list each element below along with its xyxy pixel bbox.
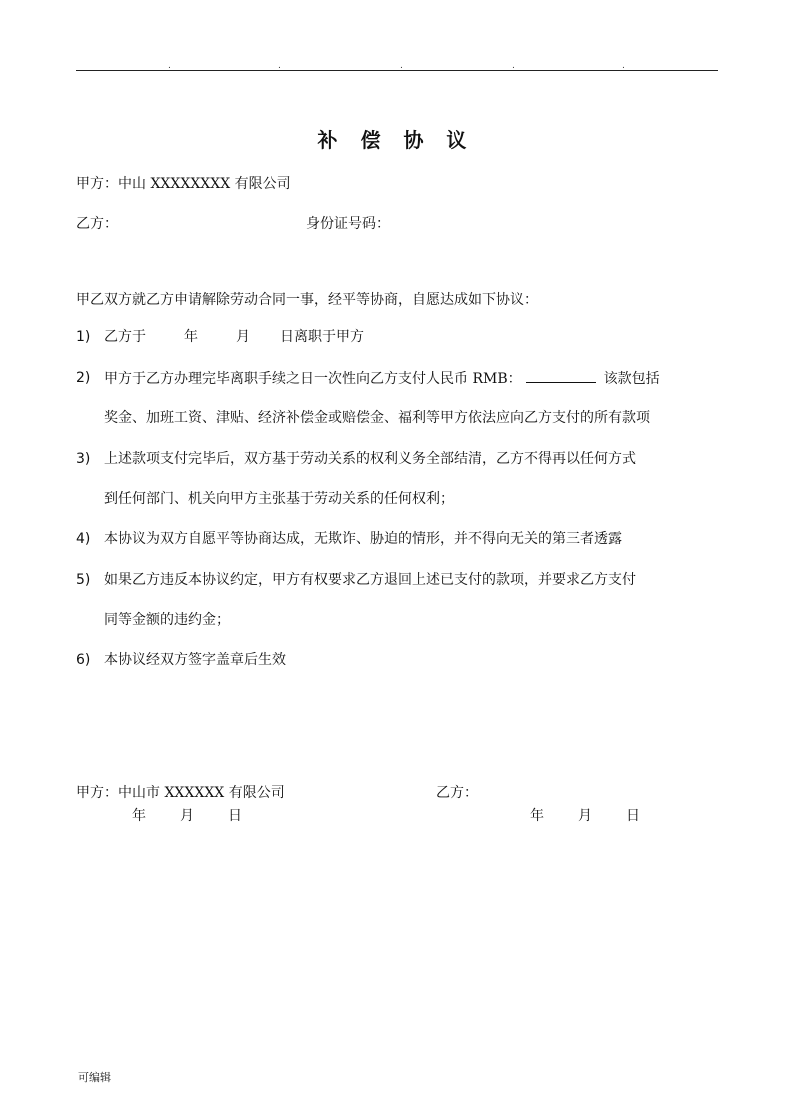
amount-blank	[526, 368, 596, 383]
date-month: 月	[180, 808, 194, 824]
item-1-part: 乙方于	[104, 329, 146, 345]
signature-party-b: 乙方：	[436, 785, 478, 801]
item-2-line-2: 奖金、加班工资、津贴、经济补偿金或赔偿金、福利等甲方依法应向乙方支付的所有款项	[104, 410, 650, 426]
item-number: 2)	[76, 370, 91, 386]
item-2-after: 该款包括	[603, 371, 660, 387]
footer-note: 可编辑	[78, 1071, 111, 1084]
item-6-line-1: 本协议经双方签字盖章后生效	[104, 652, 286, 668]
date-year: 年	[132, 808, 146, 824]
item-1-month: 月	[236, 329, 250, 345]
date-year: 年	[530, 808, 544, 824]
item-number: 6)	[76, 652, 91, 668]
party-b-label: 乙方：	[76, 216, 118, 232]
date-day: 日	[626, 808, 640, 824]
item-2-line-1	[104, 368, 660, 389]
item-number: 1)	[76, 329, 91, 345]
item-1-year: 年	[184, 329, 198, 345]
signature-party-a: 甲方：中山市 XXXXXX 有限公司	[76, 785, 285, 801]
header-dot: .	[168, 61, 171, 71]
item-2-before: 甲方于乙方办理完毕离职手续之日一次性向乙方支付人民币 RMB：	[104, 371, 522, 387]
item-number: 5)	[76, 572, 91, 588]
document-title: 补 偿 协 议	[317, 128, 475, 152]
item-number: 4)	[76, 531, 91, 547]
header-dot: .	[512, 61, 515, 71]
signature-b-date	[530, 806, 640, 826]
party-a-line: 甲方：中山 XXXXXXXX 有限公司	[76, 176, 291, 192]
date-month: 月	[578, 808, 592, 824]
intro-paragraph: 甲乙双方就乙方申请解除劳动合同一事，经平等协商，自愿达成如下协议：	[76, 292, 538, 308]
item-3-line-2: 到任何部门、机关向甲方主张基于劳动关系的任何权利；	[104, 491, 454, 507]
signature-a-date	[132, 806, 242, 826]
date-day: 日	[228, 808, 242, 824]
header-dot: .	[622, 61, 625, 71]
item-number: 3)	[76, 451, 91, 467]
item-4-line-1: 本协议为双方自愿平等协商达成，无欺诈、胁迫的情形，并不得向无关的第三者透露	[104, 531, 622, 547]
header-dot: .	[278, 61, 281, 71]
id-number-label: 身份证号码：	[306, 216, 390, 232]
item-1-day: 日离职于甲方	[280, 329, 364, 345]
item-3-line-1: 上述款项支付完毕后，双方基于劳动关系的权利义务全部结清，乙方不得再以任何方式	[104, 451, 636, 467]
item-5-line-2: 同等金额的违约金；	[104, 612, 230, 628]
item-1-text	[104, 327, 364, 347]
header-dot: .	[400, 61, 403, 71]
item-5-line-1: 如果乙方违反本协议约定，甲方有权要求乙方退回上述已支付的款项，并要求乙方支付	[104, 572, 636, 588]
